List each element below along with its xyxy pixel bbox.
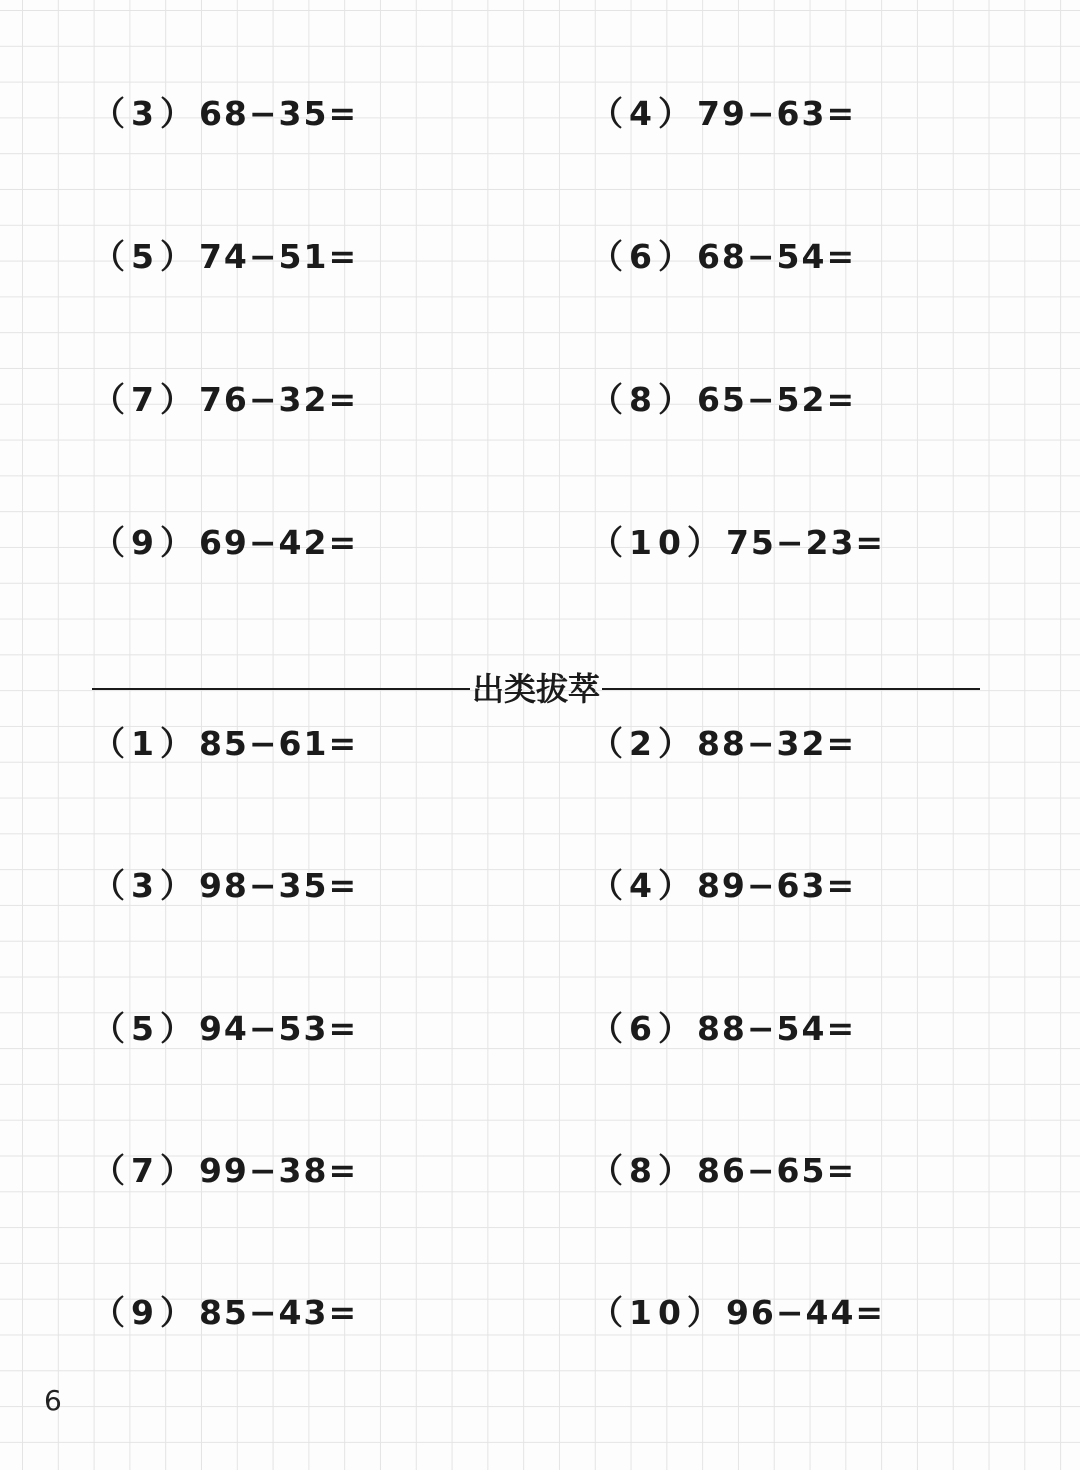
problem-label: （8） [590, 1151, 697, 1190]
problem-bottom-6 [590, 1009, 856, 1049]
problem-expression: 85−61= [198, 724, 359, 763]
problem-bottom-9 [92, 1293, 358, 1333]
problem-top-7 [92, 380, 358, 420]
problem-label: （8） [590, 380, 697, 419]
problem-label: （5） [92, 237, 199, 276]
problem-label: （4） [590, 866, 697, 905]
problem-label: （3） [92, 866, 199, 905]
problem-label: （7） [92, 1151, 199, 1190]
problem-label: （5） [92, 1009, 199, 1048]
problem-expression: 94−53= [198, 1009, 359, 1048]
problem-bottom-5 [92, 1009, 358, 1049]
problem-top-5 [92, 237, 358, 277]
section-title: 出类拔萃 [472, 670, 601, 708]
problem-label: （10） [590, 523, 726, 562]
problem-top-3 [92, 94, 358, 134]
problem-expression: 68−35= [198, 94, 359, 133]
problem-expression: 68−54= [696, 237, 857, 276]
problem-expression: 88−32= [696, 724, 857, 763]
problem-bottom-3 [92, 866, 358, 906]
heading-rule-right [602, 688, 980, 690]
page-number: 6 [44, 1384, 62, 1417]
problem-bottom-7 [92, 1151, 358, 1191]
problem-expression: 74−51= [198, 237, 359, 276]
problem-bottom-1 [92, 724, 358, 764]
problem-bottom-10 [590, 1293, 885, 1333]
problem-expression: 65−52= [696, 380, 857, 419]
problem-expression: 79−63= [696, 94, 857, 133]
problem-bottom-2 [590, 724, 856, 764]
problem-expression: 98−35= [198, 866, 359, 905]
problem-expression: 69−42= [198, 523, 359, 562]
problem-bottom-4 [590, 866, 856, 906]
problem-expression: 85−43= [198, 1293, 359, 1332]
problem-label: （6） [590, 1009, 697, 1048]
problem-bottom-8 [590, 1151, 856, 1191]
problem-label: （4） [590, 94, 697, 133]
problem-top-10 [590, 523, 885, 563]
problem-expression: 96−44= [725, 1293, 886, 1332]
problem-label: （7） [92, 380, 199, 419]
problem-top-8 [590, 380, 856, 420]
problem-top-4 [590, 94, 856, 134]
problem-expression: 88−54= [696, 1009, 857, 1048]
section-heading [92, 667, 980, 711]
problem-label: （2） [590, 724, 697, 763]
problem-expression: 99−38= [198, 1151, 359, 1190]
problem-label: （6） [590, 237, 697, 276]
problem-expression: 86−65= [696, 1151, 857, 1190]
problem-label: （1） [92, 724, 199, 763]
problem-label: （9） [92, 523, 199, 562]
problem-label: （10） [590, 1293, 726, 1332]
problem-label: （9） [92, 1293, 199, 1332]
problem-top-6 [590, 237, 856, 277]
heading-rule-left [92, 688, 470, 690]
problem-expression: 76−32= [198, 380, 359, 419]
problem-expression: 89−63= [696, 866, 857, 905]
problem-label: （3） [92, 94, 199, 133]
problem-expression: 75−23= [725, 523, 886, 562]
problem-top-9 [92, 523, 358, 563]
